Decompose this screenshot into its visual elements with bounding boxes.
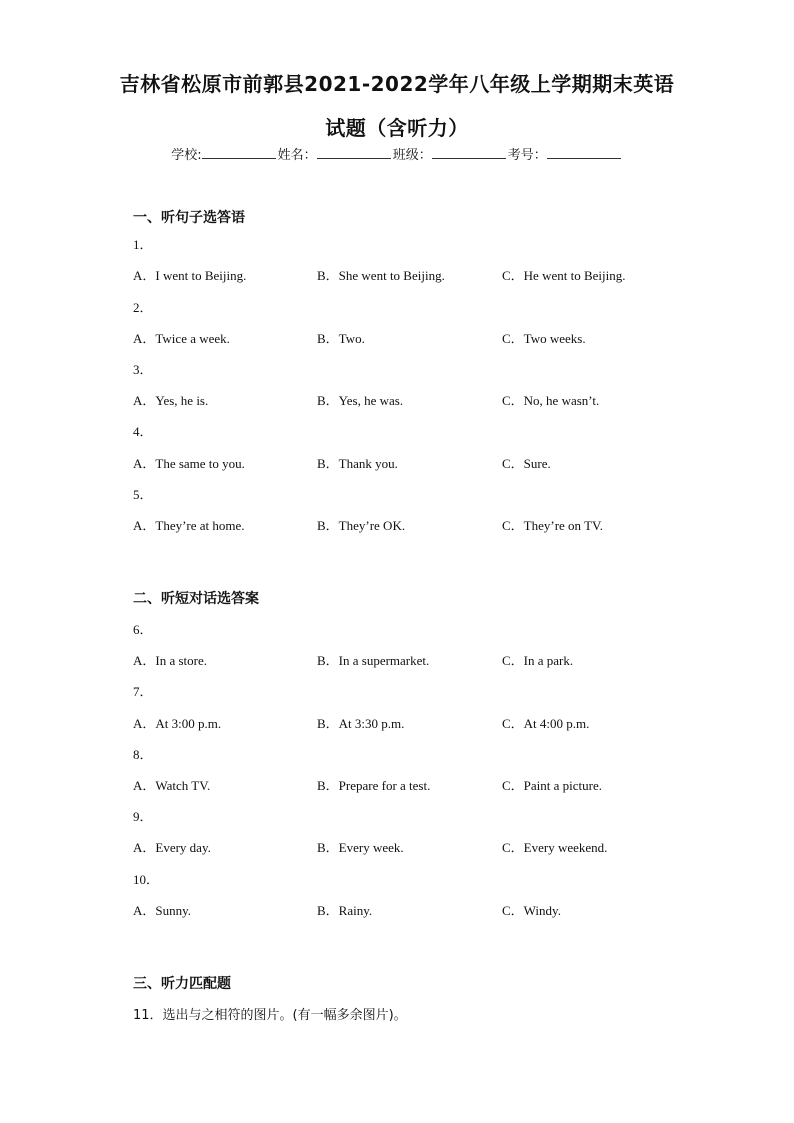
question-number: 10．: [133, 872, 160, 887]
option-c: C．Every weekend.: [502, 840, 608, 855]
option-a: A．They’re at home.: [133, 518, 245, 533]
question-number: 2．: [133, 300, 153, 315]
option-c: C．No, he wasn’t.: [502, 393, 600, 408]
option-b: B．Thank you.: [317, 456, 398, 471]
option-a: A．Twice a week.: [133, 331, 230, 346]
option-b: B．Yes, he was.: [317, 393, 404, 408]
question-number: 3．: [133, 362, 153, 377]
option-b: B．Two.: [317, 331, 365, 346]
option-a: A．Every day.: [133, 840, 211, 855]
option-c: C．Two weeks.: [502, 331, 586, 346]
name-label: 姓名：: [277, 148, 317, 163]
question-number: 7．: [133, 684, 153, 699]
option-c: C．Windy.: [502, 903, 561, 918]
student-info-row: [0, 144, 794, 163]
option-a: A．In a store.: [133, 653, 208, 668]
option-a: A．I went to Beijing.: [133, 268, 247, 283]
option-b: B．They’re OK.: [317, 518, 406, 533]
question-number: 8．: [133, 747, 153, 762]
option-c: C．Sure.: [502, 456, 551, 471]
question-number: 4．: [133, 424, 153, 439]
exam-number-label: 考号：: [507, 148, 547, 163]
name-blank[interactable]: [317, 145, 391, 159]
option-c: C．He went to Beijing.: [502, 268, 626, 283]
section-heading-3: 三、听力匹配题: [133, 976, 231, 992]
question-number: 9．: [133, 809, 153, 824]
option-a: A．The same to you.: [133, 456, 245, 471]
option-c: C．They’re on TV.: [502, 518, 603, 533]
option-a: A．Sunny.: [133, 903, 192, 918]
option-c: C．Paint a picture.: [502, 778, 603, 793]
option-b: B．She went to Beijing.: [317, 268, 445, 283]
option-c: C．At 4:00 p.m.: [502, 716, 590, 731]
school-blank[interactable]: [202, 145, 276, 159]
option-b: B．Every week.: [317, 840, 404, 855]
question-number: 5．: [133, 487, 153, 502]
section-heading-1: 一、听句子选答语: [133, 210, 245, 226]
question-number: 1．: [133, 237, 153, 252]
class-blank[interactable]: [432, 145, 506, 159]
school-label: 学校:: [171, 148, 202, 163]
title-line-1: 吉林省松原市前郭县2021-2022学年八年级上学期期末英语: [119, 72, 675, 96]
option-c: C．In a park.: [502, 653, 574, 668]
option-b: B．Prepare for a test.: [317, 778, 431, 793]
title-line-2: 试题（含听力）: [325, 116, 469, 140]
class-label: 班级：: [392, 148, 432, 163]
option-b: B．Rainy.: [317, 903, 373, 918]
question-text: 11．选出与之相符的图片。(有一幅多余图片)。: [133, 1008, 407, 1023]
exam-number-blank[interactable]: [547, 145, 621, 159]
option-a: A．Yes, he is.: [133, 393, 209, 408]
section-heading-2: 二、听短对话选答案: [133, 591, 259, 607]
option-a: A．Watch TV.: [133, 778, 211, 793]
option-a: A．At 3:00 p.m.: [133, 716, 222, 731]
option-b: B．At 3:30 p.m.: [317, 716, 405, 731]
option-b: B．In a supermarket.: [317, 653, 430, 668]
question-number: 6．: [133, 622, 153, 637]
